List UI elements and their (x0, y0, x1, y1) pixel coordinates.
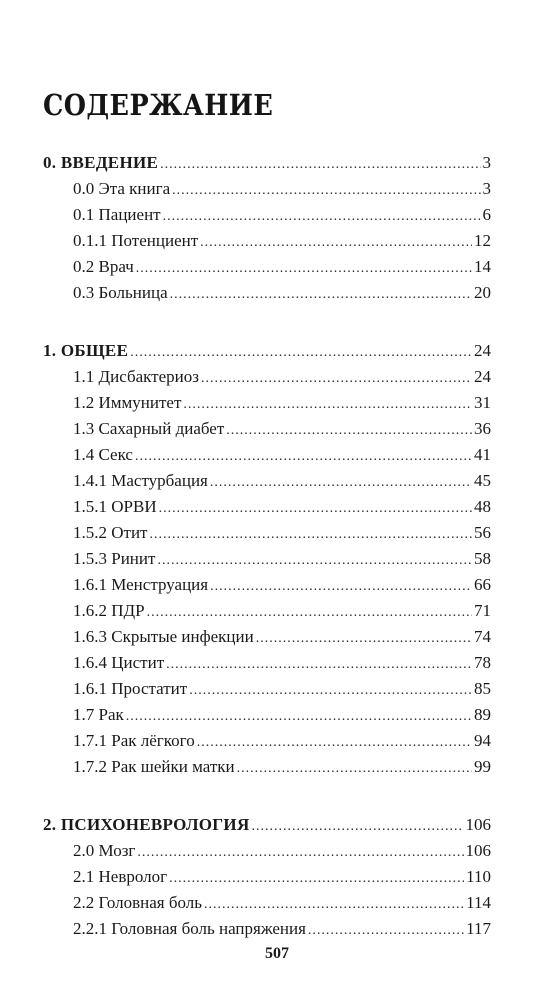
toc-entry (43, 390, 491, 416)
toc-entry-page-number: 48 (474, 497, 491, 516)
dot-leader (137, 840, 463, 866)
toc-entry-label: 0.1.1 Потенциент (73, 231, 199, 250)
dot-leader (201, 366, 472, 392)
toc-entry (43, 702, 491, 728)
section-page-number: 3 (482, 153, 491, 172)
dot-leader (136, 256, 472, 282)
toc-entry-page-number: 85 (474, 679, 491, 698)
toc-entry-label: 1.7.1 Рак лёгкого (73, 731, 195, 750)
toc-entry-page-number: 78 (474, 653, 491, 672)
section-page-number: 24 (474, 341, 491, 360)
toc-entry-label: 1.6.3 Скрытые инфекции (73, 627, 254, 646)
toc-section (43, 812, 491, 942)
dot-leader (226, 418, 472, 444)
page-number: 507 (265, 945, 289, 962)
toc-entry-page-number: 58 (474, 549, 491, 568)
dot-leader (169, 866, 464, 892)
section-heading-label: 2. ПСИХОНЕВРОЛОГИЯ (43, 815, 250, 834)
toc-entry-page-number: 94 (474, 731, 491, 750)
toc-entry-page-number: 24 (474, 367, 491, 386)
toc-entry (43, 520, 491, 546)
toc-entry-label: 0.3 Больница (73, 283, 168, 302)
toc-entry (43, 890, 491, 916)
toc-entry-page-number: 110 (466, 867, 491, 886)
dot-leader (126, 704, 472, 730)
table-of-contents (43, 150, 491, 974)
toc-entry-page-number: 74 (474, 627, 491, 646)
toc-entry (43, 468, 491, 494)
toc-entry (43, 572, 491, 598)
toc-entry (43, 442, 491, 468)
toc-entry-page-number: 3 (482, 179, 491, 198)
toc-entry-page-number: 71 (474, 601, 491, 620)
dot-leader (157, 548, 472, 574)
section-heading-label: 1. ОБЩЕЕ (43, 341, 129, 360)
toc-entry-page-number: 6 (482, 205, 491, 224)
toc-entry (43, 176, 491, 202)
toc-entry-page-number: 41 (474, 445, 491, 464)
dot-leader (166, 652, 472, 678)
dot-leader (170, 282, 472, 308)
toc-entry-label: 1.5.2 Отит (73, 523, 148, 542)
toc-entry-page-number: 66 (474, 575, 491, 594)
toc-entry-page-number: 89 (474, 705, 491, 724)
toc-entry-label: 1.7.2 Рак шейки матки (73, 757, 235, 776)
toc-entry-label: 1.6.4 Цистит (73, 653, 165, 672)
toc-entry (43, 916, 491, 942)
toc-entry-page-number: 14 (474, 257, 491, 276)
toc-entry-page-number: 114 (466, 893, 491, 912)
toc-entry-label: 1.4 Секс (73, 445, 133, 464)
toc-entry-label: 2.2.1 Головная боль напряжения (73, 919, 306, 938)
toc-entry-label: 1.6.1 Простатит (73, 679, 188, 698)
toc-entry (43, 624, 491, 650)
dot-leader (189, 678, 472, 704)
dot-leader (163, 204, 481, 230)
toc-entry-page-number: 56 (474, 523, 491, 542)
toc-entry-page-number: 12 (474, 231, 491, 250)
toc-entry-label: 1.4.1 Мастурбация (73, 471, 208, 490)
toc-entry-page-number: 36 (474, 419, 491, 438)
dot-leader (308, 918, 464, 944)
toc-entry-page-number: 45 (474, 471, 491, 490)
toc-entry-label: 1.6.2 ПДР (73, 601, 145, 620)
dot-leader (237, 756, 472, 782)
toc-entry (43, 728, 491, 754)
toc-entry-label: 1.5.3 Ринит (73, 549, 156, 568)
toc-entry (43, 280, 491, 306)
toc-entry (43, 838, 491, 864)
section-page-number: 106 (465, 815, 491, 834)
toc-entry (43, 754, 491, 780)
dot-leader (204, 892, 464, 918)
toc-entry-label: 1.6.1 Менструация (73, 575, 209, 594)
toc-entry-page-number: 99 (474, 757, 491, 776)
toc-entry (43, 598, 491, 624)
dot-leader (200, 230, 472, 256)
dot-leader (135, 444, 472, 470)
toc-entry-page-number: 31 (474, 393, 491, 412)
toc-entry-label: 2.1 Невролог (73, 867, 168, 886)
toc-entry-label: 2.2 Головная боль (73, 893, 202, 912)
dot-leader (183, 392, 472, 418)
dot-leader (210, 470, 472, 496)
toc-section-heading (43, 812, 491, 838)
toc-section (43, 150, 491, 306)
dot-leader (256, 626, 472, 652)
dot-leader (130, 340, 472, 366)
dot-leader (147, 600, 472, 626)
dot-leader (160, 152, 480, 178)
dot-leader (159, 496, 472, 522)
toc-entry-label: 1.5.1 ОРВИ (73, 497, 157, 516)
dot-leader (172, 178, 480, 204)
toc-entry (43, 254, 491, 280)
toc-entry-label: 0.0 Эта книга (73, 179, 171, 198)
toc-entry-label: 1.3 Сахарный диабет (73, 419, 225, 438)
page-title: СОДЕРЖАНИЕ (43, 88, 274, 122)
toc-entry (43, 650, 491, 676)
toc-entry-label: 2.0 Мозг (73, 841, 136, 860)
toc-entry (43, 416, 491, 442)
toc-entry-label: 0.2 Врач (73, 257, 134, 276)
dot-leader (210, 574, 472, 600)
toc-entry-page-number: 106 (465, 841, 491, 860)
toc-entry-label: 0.1 Пациент (73, 205, 161, 224)
toc-entry (43, 364, 491, 390)
dot-leader (197, 730, 472, 756)
toc-entry (43, 864, 491, 890)
toc-entry-label: 1.2 Иммунитет (73, 393, 182, 412)
toc-section (43, 338, 491, 780)
toc-entry-label: 1.7 Рак (73, 705, 124, 724)
toc-section-heading (43, 338, 491, 364)
dot-leader (252, 814, 464, 840)
toc-entry-page-number: 20 (474, 283, 491, 302)
toc-entry-page-number: 117 (466, 919, 491, 938)
toc-entry (43, 546, 491, 572)
toc-entry-label: 1.1 Дисбактериоз (73, 367, 199, 386)
dot-leader (149, 522, 472, 548)
toc-entry (43, 228, 491, 254)
section-heading-label: 0. ВВЕДЕНИЕ (43, 153, 159, 172)
toc-entry (43, 676, 491, 702)
toc-section-heading (43, 150, 491, 176)
toc-entry (43, 494, 491, 520)
toc-entry (43, 202, 491, 228)
